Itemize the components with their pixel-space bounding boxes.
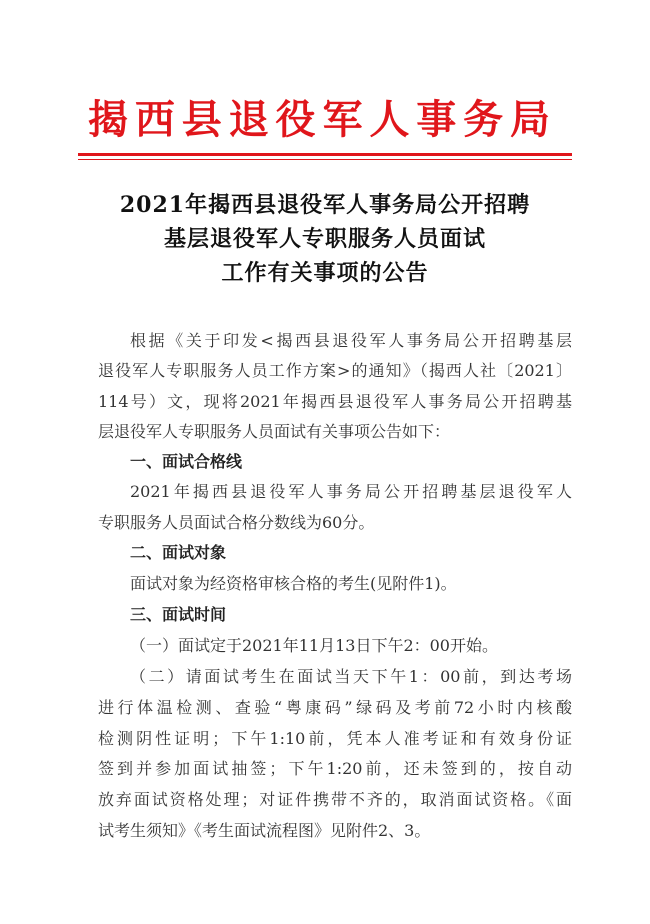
section3-item2-line: 检测阴性证明；下午1:10前，凭本人准考证和有效身份证 [98,729,572,748]
section-heading-candidates: 二、面试对象 [130,543,227,562]
section2-line: 面试对象为经资格审核合格的考生(见附件1)。 [130,574,457,593]
section-heading-passing-score: 一、面试合格线 [130,452,243,471]
intro-line: 层退役军人专职服务人员面试有关事项公告如下： [98,422,451,441]
document-title-line-2: 基层退役军人专职服务人员面试 [163,226,486,252]
section1-line: 2021年揭西县退役军人事务局公开招聘基层退役军人 [130,482,572,501]
document-title-line-3: 工作有关事项的公告 [221,260,429,286]
red-header-rule-thin [78,159,572,160]
section3-item1-line: （一）面试定于2021年11月13日下午2：00开始。 [130,636,498,655]
section3-item2-line: 签到并参加面试抽签；下午1:20前，还未签到的，按自动 [98,759,572,778]
section-heading-time: 三、面试时间 [130,605,227,624]
issuing-organization-header: 揭西县退役军人事务局 [88,96,552,143]
section1-line: 专职服务人员面试合格分数线为60分。 [98,513,375,532]
section3-item2-line: 试考生须知》《考生面试流程图》见附件2、3。 [98,821,431,840]
intro-line: 退役军人专职服务人员工作方案>的通知》（揭西人社〔2021〕 [98,361,572,380]
intro-line: 根据《关于印发<揭西县退役军人事务局公开招聘基层 [130,331,572,350]
section3-item2-line: （二）请面试考生在面试当天下午1：00前，到达考场 [130,667,572,686]
red-header-rule [78,153,572,156]
section3-item2-line: 放弃面试资格处理；对证件携带不齐的，取消面试资格。《面 [98,790,572,809]
section3-item2-line: 进行体温检测、查验“粤康码”绿码及考前72小时内核酸 [98,698,572,717]
intro-line: 114号）文，现将2021年揭西县退役军人事务局公开招聘基 [98,392,572,411]
document-title-line-1: 2021年揭西县退役军人事务局公开招聘 [119,192,531,218]
